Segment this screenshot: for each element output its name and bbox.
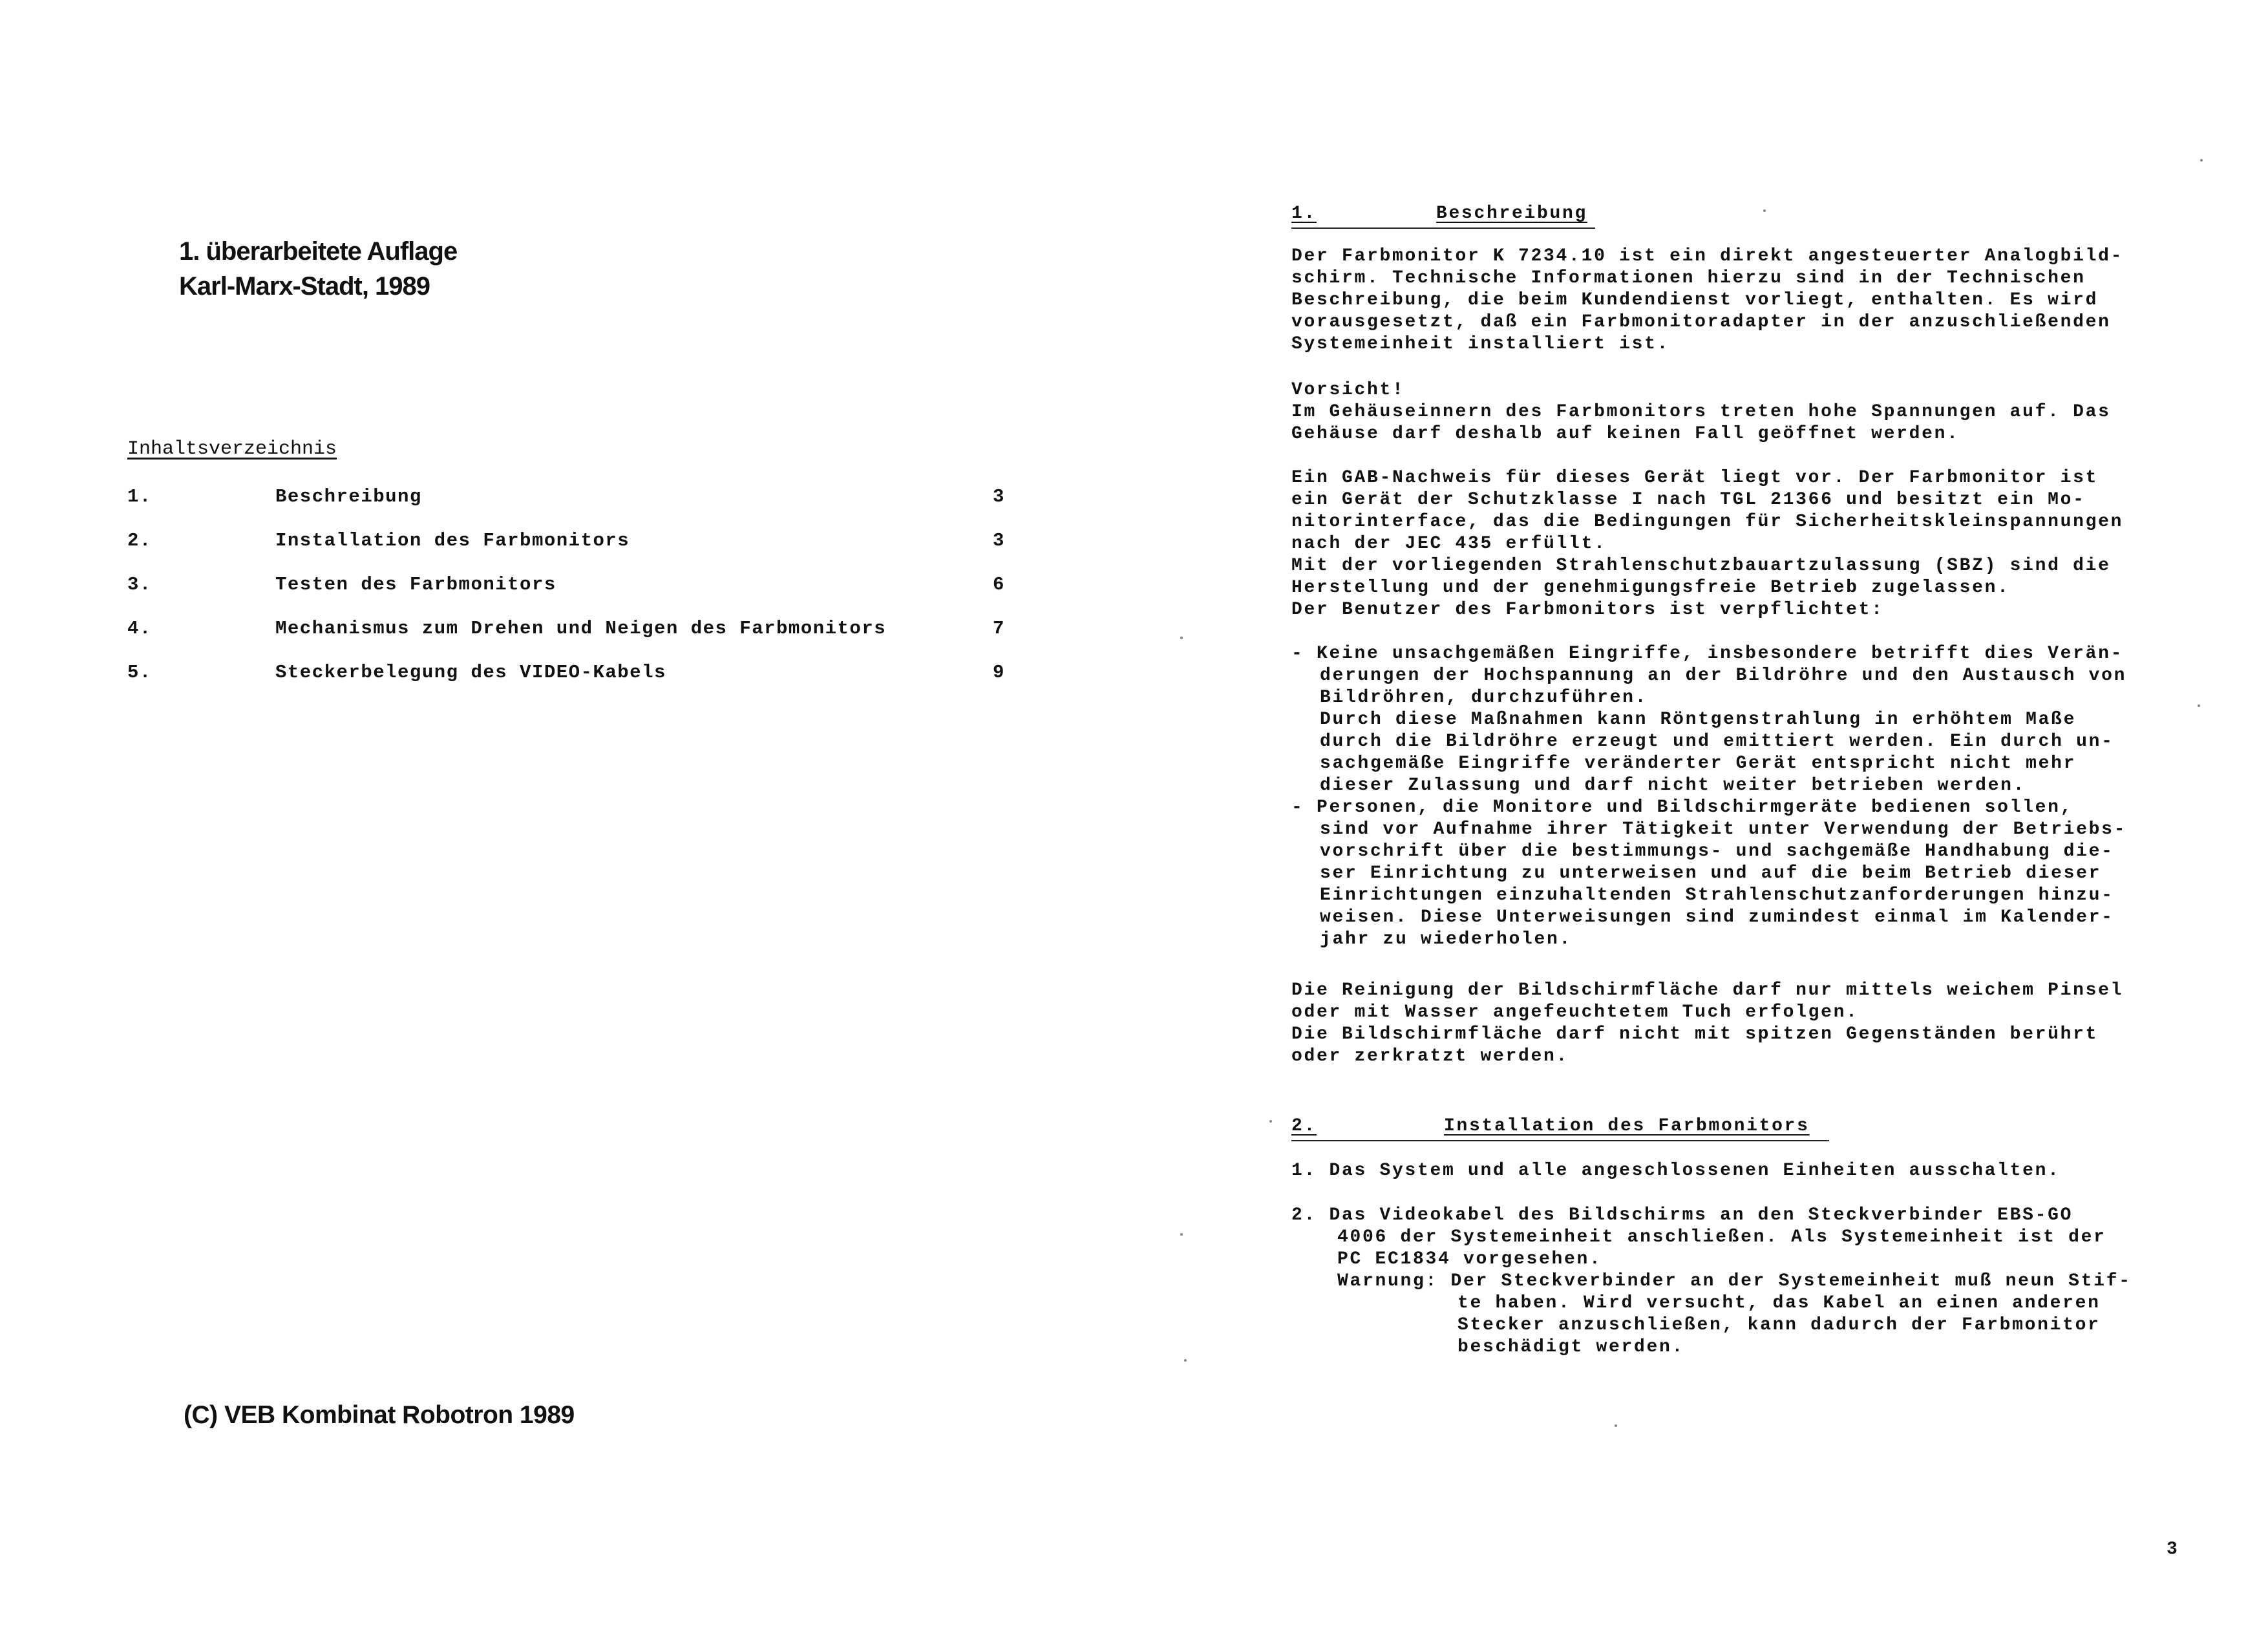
section-1-number: 1. bbox=[1291, 204, 1317, 224]
step-line: 1. Das System und alle angeschlossenen Einheiten ausschalten. bbox=[1291, 1161, 2061, 1181]
toc-entry-page: 3 bbox=[993, 530, 1005, 551]
text-line: vorausgesetzt, daß ein Farbmonitoradapter in der anzuschließenden bbox=[1291, 312, 2111, 332]
warning-line: te haben. Wird versucht, das Kabel an einen anderen bbox=[1457, 1293, 2101, 1313]
scan-speck bbox=[1763, 209, 1766, 212]
section-1-title: Beschreibung bbox=[1436, 204, 1588, 224]
list-item-first-line: - Keine unsachgemäßen Eingriffe, insbesondere betrifft dies Verän- bbox=[1291, 644, 2124, 664]
list-item-line: Einrichtungen einzuhaltenden Strahlenschutzanforderungen hinzu- bbox=[1320, 885, 2114, 905]
scan-speck bbox=[1180, 1233, 1183, 1236]
text-line: oder mit Wasser angefeuchtetem Tuch erfolgen. bbox=[1291, 1002, 1859, 1022]
toc-entry-page: 9 bbox=[993, 662, 1005, 683]
section-2-title: Installation des Farbmonitors bbox=[1444, 1116, 1810, 1136]
scan-speck bbox=[1184, 1359, 1187, 1362]
heading-underline bbox=[1291, 227, 1595, 229]
page-number: 3 bbox=[2167, 1539, 2178, 1559]
toc-entry-page: 3 bbox=[993, 486, 1005, 507]
list-item-line: durch die Bildröhre erzeugt und emittiert werden. Ein durch un- bbox=[1320, 732, 2114, 752]
text-line: Beschreibung, die beim Kundendienst vorliegt, enthalten. Es wird bbox=[1291, 290, 2099, 310]
list-item-line: dieser Zulassung und darf nicht weiter betrieben werden. bbox=[1320, 776, 2026, 796]
list-item-line: sachgemäße Eingriffe veränderter Gerät entspricht nicht mehr bbox=[1320, 754, 2077, 774]
scan-speck bbox=[1180, 637, 1183, 639]
list-item-line: vorschrift über die bestimmungs- und sachgemäße Handhabung die- bbox=[1320, 841, 2114, 861]
list-item-line: Durch diese Maßnahmen kann Röntgenstrahlung in erhöhtem Maße bbox=[1320, 710, 2077, 730]
toc-entry-number: 1. bbox=[127, 486, 152, 507]
list-item-line: weisen. Diese Unterweisungen sind zumindest einmal im Kalender- bbox=[1320, 907, 2114, 927]
text-line: ein Gerät der Schutzklasse I nach TGL 21366 und besitzt ein Mo- bbox=[1291, 490, 2086, 510]
scan-speck bbox=[2200, 159, 2203, 162]
list-item-line: sind vor Aufnahme ihrer Tätigkeit unter Verwendung der Betriebs- bbox=[1320, 819, 2127, 840]
warning-label: Warnung: bbox=[1337, 1271, 1439, 1291]
text-line: Im Gehäuseinnern des Farbmonitors treten hohe Spannungen auf. Das bbox=[1291, 402, 2111, 422]
text-line: Ein GAB-Nachweis für dieses Gerät liegt vor. Der Farbmonitor ist bbox=[1291, 468, 2099, 488]
step-line: 2. Das Videokabel des Bildschirms an den Steckverbinder EBS-GO bbox=[1291, 1205, 2073, 1225]
text-line: Mit der vorliegenden Strahlenschutzbauartzulassung (SBZ) sind die bbox=[1291, 556, 2111, 576]
text-line: Gehäuse darf deshalb auf keinen Fall geöffnet werden. bbox=[1291, 424, 1960, 444]
text-line: Die Reinigung der Bildschirmfläche darf nur mittels weichem Pinsel bbox=[1291, 980, 2124, 1000]
warning-line bbox=[1291, 1271, 2132, 1293]
install-step-2 bbox=[1291, 1205, 2132, 1358]
edition-info bbox=[179, 234, 457, 304]
toc-entry-number: 5. bbox=[127, 662, 152, 683]
warning-line: beschädigt werden. bbox=[1457, 1337, 1685, 1357]
copyright-notice: (C) VEB Kombinat Robotron 1989 bbox=[184, 1401, 575, 1429]
warning-text: Der Steckverbinder an der Systemeinheit muß neun Stif- bbox=[1450, 1271, 2132, 1291]
warning-line: Stecker anzuschließen, kann dadurch der Farbmonitor bbox=[1457, 1315, 2101, 1335]
toc-entry-title: Mechanismus zum Drehen und Neigen des Farbmonitors bbox=[275, 618, 887, 639]
edition-line: 1. überarbeitete Auflage bbox=[179, 237, 458, 266]
text-line: oder zerkratzt werden. bbox=[1291, 1046, 1569, 1066]
obligations-list bbox=[1291, 643, 2126, 951]
text-line: Systemeinheit installiert ist. bbox=[1291, 334, 1670, 354]
text-line: schirm. Technische Informationen hierzu sind in der Technischen bbox=[1291, 268, 2086, 288]
text-line: nach der JEC 435 erfüllt. bbox=[1291, 534, 1607, 554]
text-line: Herstellung und der genehmigungsfreie Betrieb zugelassen. bbox=[1291, 578, 2010, 598]
scan-speck bbox=[1269, 1120, 1272, 1123]
list-item-first-line: - Personen, die Monitore und Bildschirmgeräte bedienen sollen, bbox=[1291, 798, 2073, 818]
toc-entry-number: 4. bbox=[127, 618, 152, 639]
certification-paragraph bbox=[1291, 467, 2123, 621]
toc-title: Inhaltsverzeichnis bbox=[127, 438, 337, 460]
toc-entry-number: 3. bbox=[127, 574, 152, 595]
section-2-number: 2. bbox=[1291, 1116, 1317, 1136]
text-line: nitorinterface, das die Bedingungen für Sicherheitskleinspannungen bbox=[1291, 512, 2124, 532]
scan-speck bbox=[1615, 1424, 1617, 1427]
toc-entry-page: 6 bbox=[993, 574, 1005, 595]
step-line: 4006 der Systemeinheit anschließen. Als Systemeinheit ist der bbox=[1337, 1227, 2106, 1247]
text-line: Der Benutzer des Farbmonitors ist verpflichtet: bbox=[1291, 600, 1884, 620]
toc-entry-title: Steckerbelegung des VIDEO-Kabels bbox=[275, 662, 666, 683]
scan-speck bbox=[2198, 704, 2200, 707]
heading-underline bbox=[1291, 1140, 1829, 1141]
edition-place-year: Karl-Marx-Stadt, 1989 bbox=[179, 272, 430, 301]
toc-entry-title: Installation des Farbmonitors bbox=[275, 530, 630, 551]
section-1-intro bbox=[1291, 246, 2123, 355]
install-step-1 bbox=[1291, 1160, 2061, 1182]
toc-entry-number: 2. bbox=[127, 530, 152, 551]
list-item-line: jahr zu wiederholen. bbox=[1320, 929, 1573, 949]
text-line: Die Bildschirmfläche darf nicht mit spitzen Gegenständen berührt bbox=[1291, 1024, 2099, 1044]
text-line: Der Farbmonitor K 7234.10 ist ein direkt angesteuerter Analogbild- bbox=[1291, 246, 2124, 266]
list-item-line: derungen der Hochspannung an der Bildröhre und den Austausch von bbox=[1320, 666, 2127, 686]
list-item-line: Bildröhren, durchzuführen. bbox=[1320, 688, 1648, 708]
cleaning-paragraph bbox=[1291, 980, 2123, 1068]
caution-label: Vorsicht! bbox=[1291, 380, 1405, 400]
caution-paragraph bbox=[1291, 379, 2111, 445]
toc-entry-title: Beschreibung bbox=[275, 486, 422, 507]
toc-entry-title: Testen des Farbmonitors bbox=[275, 574, 556, 595]
step-line: PC EC1834 vorgesehen. bbox=[1337, 1249, 1602, 1269]
toc-entry-page: 7 bbox=[993, 618, 1005, 639]
list-item-line: ser Einrichtung zu unterweisen und auf die beim Betrieb dieser bbox=[1320, 863, 2102, 883]
